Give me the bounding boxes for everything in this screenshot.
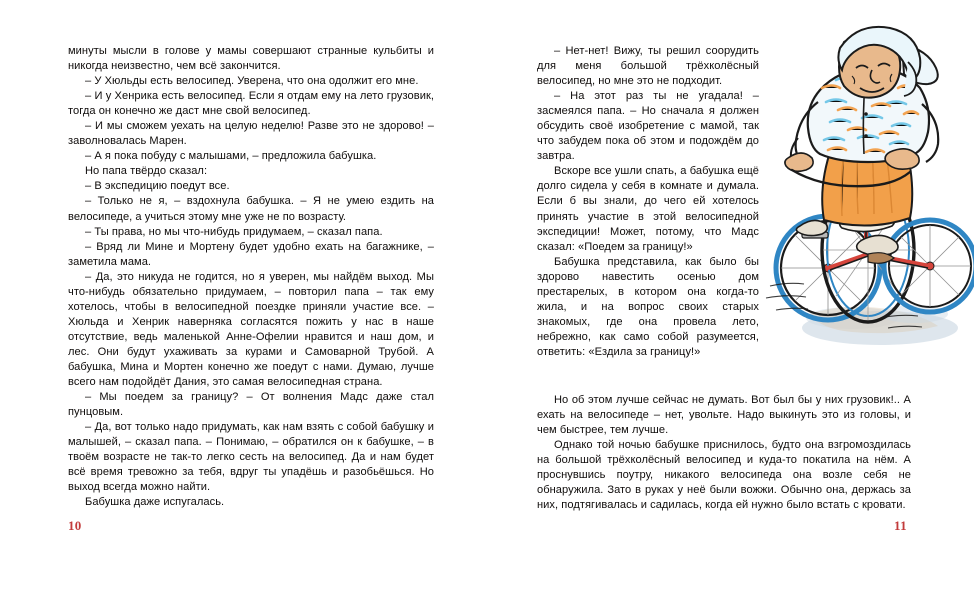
page-left xyxy=(0,0,489,590)
head-and-headscarf xyxy=(838,27,937,98)
paragraph: – Вряд ли Мине и Мортену будет удобно ехать на багажнике, – заметила мама. xyxy=(68,240,434,268)
paragraph: – И мы сможем уехать на целую неделю! Разве это не здорово! – заволновалась Марен. xyxy=(68,120,434,148)
right-column-narrow-text xyxy=(537,44,759,360)
page-number-right: 11 xyxy=(894,518,907,533)
paragraph: – Да, вот только надо придумать, как нам взять с собой бабушку и малышей, – сказал папа. – Понимаю, – обратился он к бабушке, – в твоём возрасте не так-то легко сесть на велосипед. Да и нам будет всё время тревожно за тебя, вдруг ты упадёшь и разобьёшься. Но выход всегда можно найти. xyxy=(68,421,434,494)
right-column-wide-text xyxy=(537,393,911,513)
paragraph: Но папа твёрдо сказал: xyxy=(85,165,208,178)
paragraph: Бабушка даже испугалась. xyxy=(85,496,225,509)
paragraph: – Да, это никуда не годится, но я уверен, мы найдём выход. Мы что-нибудь обязательно придумаем, – повторил папа – так ему хотелось, чтобы в велосипедной поездке приняли участие все. – Хюльда и Хенрик наверняка согласятся пожить у нас в наше отсутствие, ведь маленькой Анне-Офелии нравится и наш дом, и лес. Они будут ухаживать за курами и Самоварной Трубой. А бабушка, Мина и Мортен конечно же поедут с нами. Думаю, лучше всего нам подойдёт Дания, это самая велосипедная страна. xyxy=(68,270,434,389)
paragraph: – Ты права, но мы что-нибудь придумаем, – сказал папа. xyxy=(85,225,383,238)
left-column-text xyxy=(68,44,434,510)
paragraph: минуты мысли в голове у мамы совершают странные кульбиты и никогда неизвестно, чем всё закончится. xyxy=(68,45,434,73)
paragraph: – У Хюльды есть велосипед. Уверена, что она одолжит его мне. xyxy=(85,75,419,88)
paragraph: – Только не я, – вздохнула бабушка. – Я не умею ездить на велосипеде, а учиться этому мне уже не по возрасту. xyxy=(68,195,434,223)
paragraph: Бабушка представила, как было бы здорово навестить осенью дом престарелых, в котором она когда-то жила, и на вопрос своих старых знакомых, где она провела лето, небрежно, как само собой разумеется, ответить: «Ездила за границу!» xyxy=(537,255,759,358)
paragraph: – И у Хенрика есть велосипед. Если я отдам ему на лето грузовик, тогда он конечно же даст мне свой велосипед. xyxy=(68,90,434,118)
paragraph: – Мы поедем за границу? – От волнения Мадс даже стал пунцовым. xyxy=(68,391,434,419)
paragraph: Однако той ночью бабушке приснилось, будто она взгромоздилась на большой трёхколёсный велосипед и куда-то покатила на нём. А проснувшись поутру, никакого велосипеда она возле себя не обнаружила. Зато в руках у неё были вожжи. Обычно она, держась за них, подтягивалась и садилась, когда ей нужно было встать с кровати. xyxy=(537,439,911,512)
paragraph: – Нет-нет! Вижу, ты решил соорудить для меня большой трёхколёсный велосипед, но мне это не подходит. xyxy=(537,45,759,88)
illustration-grandmother-on-tricycle xyxy=(762,18,974,410)
paragraph: – На этот раз ты не угадала! – засмеялся папа. – Но сначала я должен обсудить своё изобретение с мамой, так что забудем пока об этом и подождём до завтра. xyxy=(537,90,759,163)
paragraph: Вскоре все ушли спать, а бабушка ещё долго сидела у себя в комнате и думала. Если б вы знали, до чего ей хотелось принять участие в этой велосипедной экспедиции! Может, потому, что Мадс сказал: «Поедем за границу!» xyxy=(537,165,759,253)
paragraph: Но об этом лучше сейчас не думать. Вот был бы у них грузовик!.. А ехать на велосипеде – нет, увольте. Надо выкинуть это из головы, и чем быстрее, тем лучше. xyxy=(537,394,911,437)
paragraph: – А я пока побуду с малышами, – предложила бабушка. xyxy=(85,150,377,163)
page-number-left: 10 xyxy=(68,518,82,533)
paragraph: – В экспедицию поедут все. xyxy=(85,180,230,193)
